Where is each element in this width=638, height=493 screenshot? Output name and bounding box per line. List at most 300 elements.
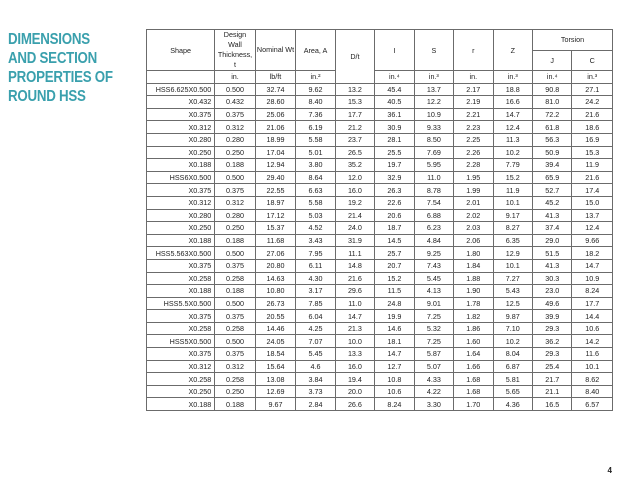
table-row <box>147 398 613 411</box>
value-cell: 32.9 <box>375 171 414 184</box>
value-cell: 40.5 <box>375 96 414 109</box>
value-cell: 1.90 <box>454 285 493 298</box>
value-cell: 20.6 <box>375 209 414 222</box>
value-cell: 14.6 <box>375 322 414 335</box>
value-cell: 2.21 <box>454 108 493 121</box>
value-cell: 2.23 <box>454 121 493 134</box>
value-cell: 10.1 <box>493 196 532 209</box>
shape-cell: HSS5.5X0.500 <box>147 297 215 310</box>
value-cell: 21.6 <box>572 171 613 184</box>
value-cell: 5.87 <box>414 348 453 361</box>
value-cell: 20.0 <box>335 385 374 398</box>
table-row <box>147 184 613 197</box>
value-cell: 5.45 <box>414 272 453 285</box>
value-cell: 6.23 <box>414 222 453 235</box>
value-cell: 0.280 <box>215 209 256 222</box>
value-cell: 25.5 <box>375 146 414 159</box>
value-cell: 39.4 <box>532 159 571 172</box>
value-cell: 9.62 <box>296 83 335 96</box>
value-cell: 0.280 <box>215 133 256 146</box>
value-cell: 24.8 <box>375 297 414 310</box>
value-cell: 5.58 <box>296 196 335 209</box>
value-cell: 61.8 <box>532 121 571 134</box>
units-row <box>147 71 613 84</box>
value-cell: 10.8 <box>375 373 414 386</box>
value-cell: 3.80 <box>296 159 335 172</box>
value-cell: 5.32 <box>414 322 453 335</box>
table-row <box>147 83 613 96</box>
value-cell: 0.500 <box>215 297 256 310</box>
value-cell: 0.250 <box>215 222 256 235</box>
value-cell: 7.54 <box>414 196 453 209</box>
table-row <box>147 209 613 222</box>
value-cell: 0.432 <box>215 96 256 109</box>
header-S: S <box>414 30 453 71</box>
value-cell: 7.27 <box>493 272 532 285</box>
shape-cell: HSS6X0.500 <box>147 171 215 184</box>
value-cell: 0.258 <box>215 373 256 386</box>
value-cell: 1.68 <box>454 385 493 398</box>
value-cell: 17.7 <box>572 297 613 310</box>
value-cell: 6.88 <box>414 209 453 222</box>
value-cell: 17.7 <box>335 108 374 121</box>
value-cell: 5.43 <box>493 285 532 298</box>
shape-cell: HSS5.563X0.500 <box>147 247 215 260</box>
value-cell: 14.5 <box>375 234 414 247</box>
value-cell: 25.06 <box>255 108 296 121</box>
value-cell: 26.73 <box>255 297 296 310</box>
value-cell: 14.2 <box>572 335 613 348</box>
value-cell: 19.4 <box>335 373 374 386</box>
value-cell: 5.45 <box>296 348 335 361</box>
value-cell: 5.65 <box>493 385 532 398</box>
value-cell: 12.5 <box>493 297 532 310</box>
shape-cell: X0.312 <box>147 196 215 209</box>
value-cell: 90.8 <box>532 83 571 96</box>
shape-cell: X0.312 <box>147 360 215 373</box>
value-cell: 9.66 <box>572 234 613 247</box>
value-cell: 2.26 <box>454 146 493 159</box>
value-cell: 19.9 <box>375 310 414 323</box>
value-cell: 28.1 <box>375 133 414 146</box>
header-Z: Z <box>493 30 532 71</box>
value-cell: 41.3 <box>532 209 571 222</box>
value-cell: 22.55 <box>255 184 296 197</box>
value-cell: 30.9 <box>375 121 414 134</box>
value-cell: 41.3 <box>532 259 571 272</box>
unit-cell: in.³ <box>414 71 453 84</box>
value-cell: 37.4 <box>532 222 571 235</box>
value-cell: 15.3 <box>572 146 613 159</box>
value-cell: 6.87 <box>493 360 532 373</box>
value-cell: 36.2 <box>532 335 571 348</box>
shape-cell: X0.432 <box>147 96 215 109</box>
value-cell: 8.24 <box>572 285 613 298</box>
value-cell: 21.06 <box>255 121 296 134</box>
title-line: AND SECTION <box>8 50 97 67</box>
value-cell: 1.64 <box>454 348 493 361</box>
table-row <box>147 272 613 285</box>
value-cell: 4.84 <box>414 234 453 247</box>
value-cell: 14.4 <box>572 310 613 323</box>
value-cell: 27.1 <box>572 83 613 96</box>
value-cell: 0.188 <box>215 159 256 172</box>
value-cell: 29.3 <box>532 348 571 361</box>
value-cell: 50.9 <box>532 146 571 159</box>
value-cell: 13.7 <box>414 83 453 96</box>
header-r: r <box>454 30 493 71</box>
value-cell: 6.04 <box>296 310 335 323</box>
value-cell: 8.78 <box>414 184 453 197</box>
value-cell: 10.80 <box>255 285 296 298</box>
value-cell: 7.07 <box>296 335 335 348</box>
unit-cell: in.⁴ <box>375 71 414 84</box>
value-cell: 15.2 <box>375 272 414 285</box>
value-cell: 12.0 <box>335 171 374 184</box>
value-cell: 6.35 <box>493 234 532 247</box>
value-cell: 11.6 <box>572 348 613 361</box>
table-row <box>147 373 613 386</box>
value-cell: 2.19 <box>454 96 493 109</box>
value-cell: 10.2 <box>493 146 532 159</box>
value-cell: 4.13 <box>414 285 453 298</box>
value-cell: 1.84 <box>454 259 493 272</box>
value-cell: 12.94 <box>255 159 296 172</box>
value-cell: 39.9 <box>532 310 571 323</box>
value-cell: 22.6 <box>375 196 414 209</box>
value-cell: 11.1 <box>335 247 374 260</box>
value-cell: 6.57 <box>572 398 613 411</box>
header-area: Area, A <box>296 30 335 71</box>
table-body <box>147 83 613 410</box>
value-cell: 20.7 <box>375 259 414 272</box>
shape-cell: X0.188 <box>147 285 215 298</box>
value-cell: 16.5 <box>532 398 571 411</box>
value-cell: 15.3 <box>335 96 374 109</box>
value-cell: 0.375 <box>215 310 256 323</box>
value-cell: 14.46 <box>255 322 296 335</box>
shape-cell: HSS6.625X0.500 <box>147 83 215 96</box>
value-cell: 7.95 <box>296 247 335 260</box>
value-cell: 14.7 <box>572 259 613 272</box>
header-C: C <box>572 50 613 71</box>
value-cell: 18.1 <box>375 335 414 348</box>
shape-cell: X0.280 <box>147 209 215 222</box>
value-cell: 3.17 <box>296 285 335 298</box>
shape-cell: X0.375 <box>147 310 215 323</box>
value-cell: 7.10 <box>493 322 532 335</box>
value-cell: 6.11 <box>296 259 335 272</box>
value-cell: 25.7 <box>375 247 414 260</box>
value-cell: 1.70 <box>454 398 493 411</box>
value-cell: 0.375 <box>215 259 256 272</box>
value-cell: 24.0 <box>335 222 374 235</box>
shape-cell: X0.188 <box>147 234 215 247</box>
value-cell: 2.28 <box>454 159 493 172</box>
shape-cell: X0.375 <box>147 184 215 197</box>
table-row <box>147 146 613 159</box>
value-cell: 13.3 <box>335 348 374 361</box>
value-cell: 4.33 <box>414 373 453 386</box>
value-cell: 0.188 <box>215 398 256 411</box>
properties-table <box>146 29 613 411</box>
table-row <box>147 108 613 121</box>
table-row <box>147 121 613 134</box>
value-cell: 0.312 <box>215 121 256 134</box>
value-cell: 10.9 <box>414 108 453 121</box>
value-cell: 7.25 <box>414 310 453 323</box>
value-cell: 51.5 <box>532 247 571 260</box>
value-cell: 16.9 <box>572 133 613 146</box>
value-cell: 12.4 <box>572 222 613 235</box>
value-cell: 1.78 <box>454 297 493 310</box>
table-row <box>147 247 613 260</box>
value-cell: 4.36 <box>493 398 532 411</box>
table-row <box>147 196 613 209</box>
header-I: I <box>375 30 414 71</box>
value-cell: 13.2 <box>335 83 374 96</box>
value-cell: 7.69 <box>414 146 453 159</box>
value-cell: 65.9 <box>532 171 571 184</box>
value-cell: 3.84 <box>296 373 335 386</box>
value-cell: 19.7 <box>375 159 414 172</box>
value-cell: 10.2 <box>493 335 532 348</box>
page-title <box>8 30 116 106</box>
table-row <box>147 360 613 373</box>
value-cell: 15.2 <box>493 171 532 184</box>
value-cell: 21.6 <box>335 272 374 285</box>
value-cell: 11.0 <box>414 171 453 184</box>
value-cell: 0.250 <box>215 385 256 398</box>
value-cell: 0.250 <box>215 146 256 159</box>
value-cell: 0.500 <box>215 335 256 348</box>
value-cell: 2.06 <box>454 234 493 247</box>
page-number: 4 <box>607 466 612 475</box>
units-shape <box>147 71 215 84</box>
value-cell: 8.40 <box>296 96 335 109</box>
value-cell: 5.58 <box>296 133 335 146</box>
value-cell: 29.3 <box>532 322 571 335</box>
value-cell: 0.312 <box>215 360 256 373</box>
value-cell: 14.8 <box>335 259 374 272</box>
value-cell: 21.3 <box>335 322 374 335</box>
value-cell: 18.8 <box>493 83 532 96</box>
header-dt: D/t <box>335 30 374 84</box>
value-cell: 1.99 <box>454 184 493 197</box>
value-cell: 7.85 <box>296 297 335 310</box>
value-cell: 10.9 <box>572 272 613 285</box>
title-line: PROPERTIES OF <box>8 69 113 86</box>
table-row <box>147 133 613 146</box>
value-cell: 16.0 <box>335 184 374 197</box>
value-cell: 5.07 <box>414 360 453 373</box>
value-cell: 10.1 <box>493 259 532 272</box>
shape-cell: X0.250 <box>147 222 215 235</box>
value-cell: 12.7 <box>375 360 414 373</box>
shape-cell: HSS5X0.500 <box>147 335 215 348</box>
value-cell: 1.88 <box>454 272 493 285</box>
value-cell: 2.02 <box>454 209 493 222</box>
table-row <box>147 297 613 310</box>
value-cell: 5.03 <box>296 209 335 222</box>
value-cell: 18.6 <box>572 121 613 134</box>
value-cell: 7.36 <box>296 108 335 121</box>
table-row <box>147 222 613 235</box>
shape-cell: X0.188 <box>147 159 215 172</box>
value-cell: 11.0 <box>335 297 374 310</box>
shape-cell: X0.188 <box>147 398 215 411</box>
value-cell: 4.25 <box>296 322 335 335</box>
value-cell: 28.60 <box>255 96 296 109</box>
value-cell: 13.7 <box>572 209 613 222</box>
value-cell: 0.375 <box>215 348 256 361</box>
value-cell: 1.95 <box>454 171 493 184</box>
shape-cell: X0.375 <box>147 108 215 121</box>
value-cell: 56.3 <box>532 133 571 146</box>
title-line: ROUND HSS <box>8 88 86 105</box>
value-cell: 0.188 <box>215 234 256 247</box>
value-cell: 17.04 <box>255 146 296 159</box>
value-cell: 0.312 <box>215 196 256 209</box>
value-cell: 18.2 <box>572 247 613 260</box>
table-row <box>147 171 613 184</box>
value-cell: 8.64 <box>296 171 335 184</box>
value-cell: 2.01 <box>454 196 493 209</box>
shape-cell: X0.258 <box>147 272 215 285</box>
value-cell: 10.6 <box>572 322 613 335</box>
value-cell: 0.500 <box>215 247 256 260</box>
value-cell: 26.3 <box>375 184 414 197</box>
value-cell: 2.03 <box>454 222 493 235</box>
unit-cell: in. <box>454 71 493 84</box>
value-cell: 18.99 <box>255 133 296 146</box>
value-cell: 9.87 <box>493 310 532 323</box>
table-row <box>147 310 613 323</box>
value-cell: 18.97 <box>255 196 296 209</box>
value-cell: 15.0 <box>572 196 613 209</box>
unit-cell: in.⁴ <box>532 71 571 84</box>
value-cell: 8.50 <box>414 133 453 146</box>
shape-cell: X0.258 <box>147 322 215 335</box>
table-row <box>147 234 613 247</box>
value-cell: 14.7 <box>335 310 374 323</box>
value-cell: 11.68 <box>255 234 296 247</box>
value-cell: 4.52 <box>296 222 335 235</box>
value-cell: 27.06 <box>255 247 296 260</box>
shape-cell: X0.250 <box>147 385 215 398</box>
value-cell: 9.67 <box>255 398 296 411</box>
table-row <box>147 285 613 298</box>
value-cell: 12.4 <box>493 121 532 134</box>
value-cell: 26.5 <box>335 146 374 159</box>
header-nominal-wt: Nominal Wt <box>255 30 296 71</box>
value-cell: 21.6 <box>572 108 613 121</box>
value-cell: 2.17 <box>454 83 493 96</box>
value-cell: 8.40 <box>572 385 613 398</box>
value-cell: 3.30 <box>414 398 453 411</box>
table-row <box>147 385 613 398</box>
value-cell: 2.25 <box>454 133 493 146</box>
value-cell: 1.68 <box>454 373 493 386</box>
unit-cell: in. <box>215 71 256 84</box>
value-cell: 9.01 <box>414 297 453 310</box>
table-row <box>147 322 613 335</box>
value-cell: 0.258 <box>215 322 256 335</box>
value-cell: 35.2 <box>335 159 374 172</box>
value-cell: 3.73 <box>296 385 335 398</box>
value-cell: 14.7 <box>375 348 414 361</box>
value-cell: 7.43 <box>414 259 453 272</box>
table-row <box>147 335 613 348</box>
value-cell: 0.375 <box>215 184 256 197</box>
value-cell: 32.74 <box>255 83 296 96</box>
value-cell: 11.9 <box>493 184 532 197</box>
value-cell: 14.7 <box>493 108 532 121</box>
value-cell: 14.63 <box>255 272 296 285</box>
value-cell: 17.12 <box>255 209 296 222</box>
shape-cell: X0.280 <box>147 133 215 146</box>
unit-cell: in.³ <box>572 71 613 84</box>
value-cell: 5.81 <box>493 373 532 386</box>
header-design-wall: Design Wall Thickness, t <box>215 30 256 71</box>
value-cell: 10.6 <box>375 385 414 398</box>
header-shape: Shape <box>147 30 215 71</box>
value-cell: 3.43 <box>296 234 335 247</box>
value-cell: 0.258 <box>215 272 256 285</box>
title-line: DIMENSIONS <box>8 31 90 48</box>
value-cell: 31.9 <box>335 234 374 247</box>
table-header <box>147 30 613 84</box>
value-cell: 16.0 <box>335 360 374 373</box>
shape-cell: X0.375 <box>147 348 215 361</box>
value-cell: 1.66 <box>454 360 493 373</box>
value-cell: 8.62 <box>572 373 613 386</box>
value-cell: 6.19 <box>296 121 335 134</box>
value-cell: 18.54 <box>255 348 296 361</box>
value-cell: 7.25 <box>414 335 453 348</box>
value-cell: 2.84 <box>296 398 335 411</box>
value-cell: 17.4 <box>572 184 613 197</box>
value-cell: 7.79 <box>493 159 532 172</box>
value-cell: 9.33 <box>414 121 453 134</box>
value-cell: 8.24 <box>375 398 414 411</box>
value-cell: 5.95 <box>414 159 453 172</box>
table-row <box>147 348 613 361</box>
value-cell: 11.9 <box>572 159 613 172</box>
header-torsion: Torsion <box>532 30 612 51</box>
shape-cell: X0.258 <box>147 373 215 386</box>
value-cell: 12.2 <box>414 96 453 109</box>
value-cell: 1.80 <box>454 247 493 260</box>
value-cell: 29.0 <box>532 234 571 247</box>
value-cell: 16.6 <box>493 96 532 109</box>
value-cell: 23.7 <box>335 133 374 146</box>
value-cell: 4.22 <box>414 385 453 398</box>
value-cell: 0.500 <box>215 83 256 96</box>
value-cell: 10.1 <box>572 360 613 373</box>
value-cell: 0.500 <box>215 171 256 184</box>
value-cell: 1.60 <box>454 335 493 348</box>
value-cell: 21.4 <box>335 209 374 222</box>
value-cell: 52.7 <box>532 184 571 197</box>
shape-cell: X0.250 <box>147 146 215 159</box>
shape-cell: X0.375 <box>147 259 215 272</box>
value-cell: 15.64 <box>255 360 296 373</box>
value-cell: 26.6 <box>335 398 374 411</box>
value-cell: 0.375 <box>215 108 256 121</box>
value-cell: 11.3 <box>493 133 532 146</box>
value-cell: 1.82 <box>454 310 493 323</box>
